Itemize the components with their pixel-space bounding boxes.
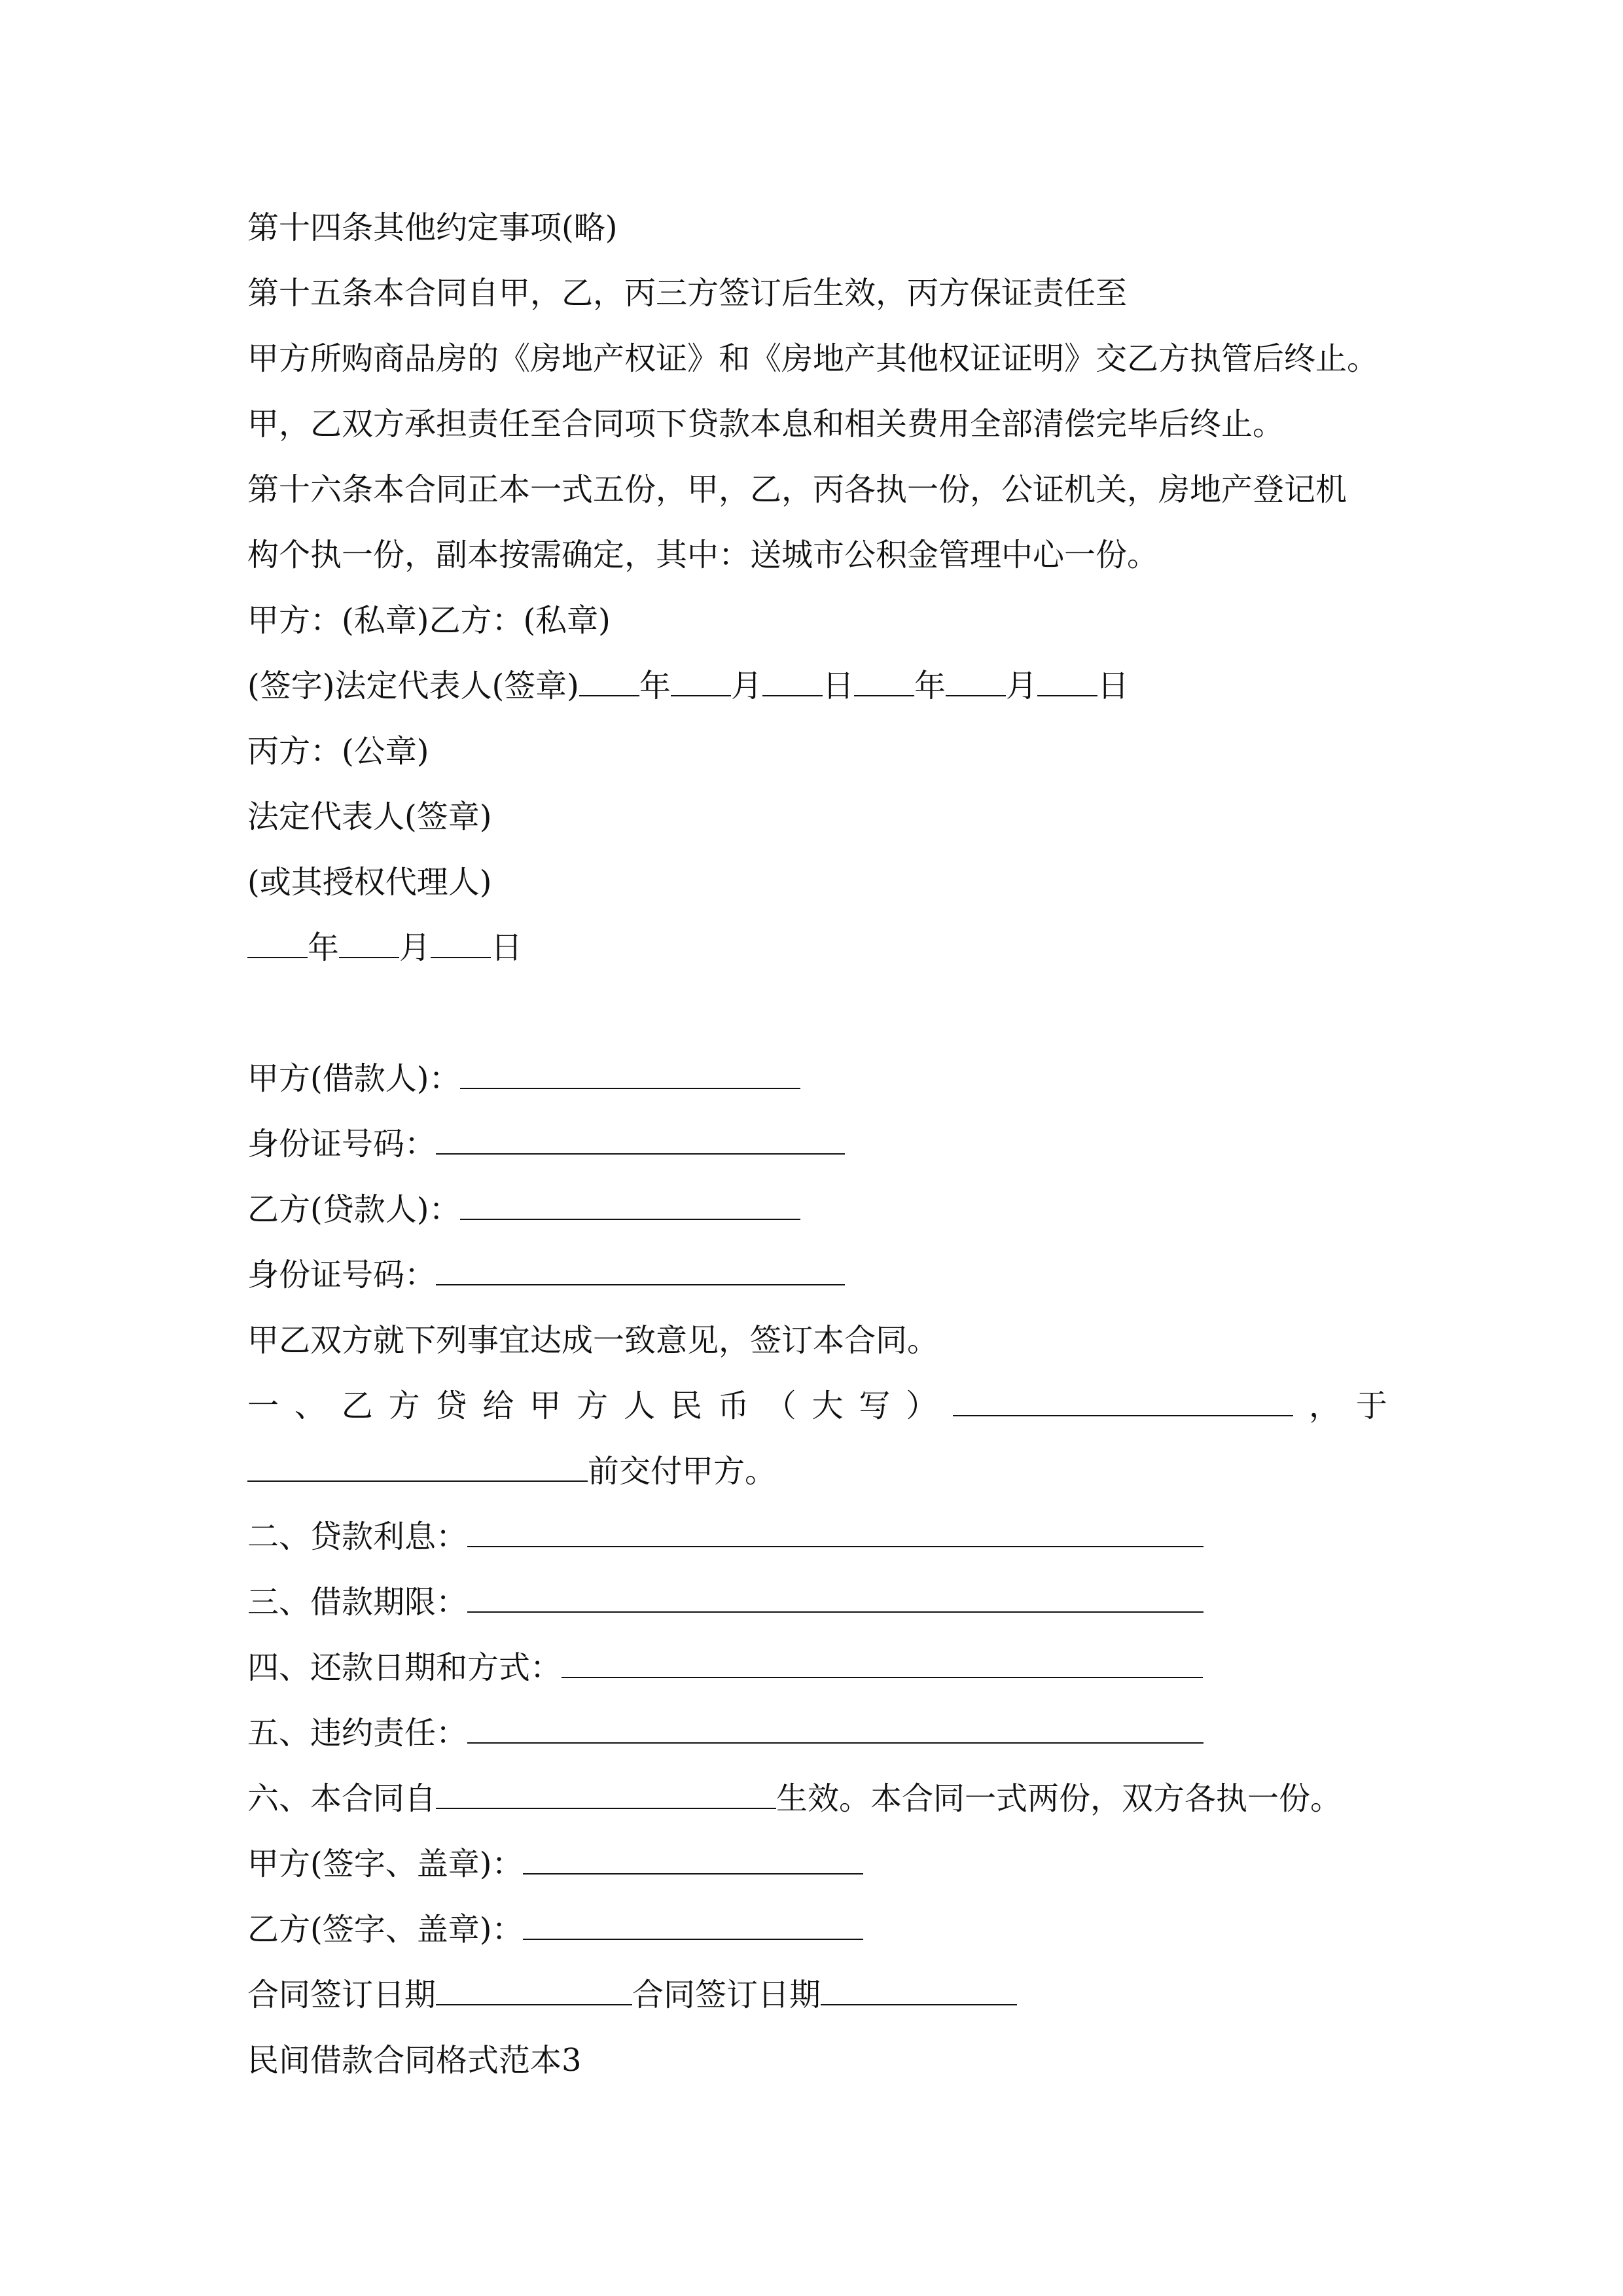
lender-blank[interactable] bbox=[460, 1190, 800, 1220]
borrower-blank[interactable] bbox=[460, 1059, 800, 1089]
lender-label: 乙方(贷款人)： bbox=[247, 1191, 461, 1228]
interest-blank[interactable] bbox=[467, 1517, 1204, 1547]
item-1-char: 币 bbox=[717, 1388, 749, 1424]
clause-15-line-3: 甲，乙双方承担责任至合同项下贷款本息和相关费用全部清偿完毕后终止。 bbox=[247, 406, 1285, 442]
sign-b-line bbox=[247, 1910, 863, 1949]
borrower-id-line bbox=[247, 1124, 845, 1164]
lender-id-line bbox=[247, 1255, 845, 1295]
item-1-line bbox=[247, 1386, 1387, 1426]
signature-agent: (或其授权代理人) bbox=[247, 864, 492, 901]
item-1-char: 甲 bbox=[529, 1388, 562, 1424]
item-1-continuation bbox=[247, 1452, 776, 1491]
item-5-label: 五、违约责任： bbox=[247, 1715, 468, 1751]
sign-date-blank-2[interactable] bbox=[821, 1975, 1017, 2005]
repayment-blank[interactable] bbox=[562, 1648, 1203, 1678]
sign-a-blank[interactable] bbox=[523, 1844, 863, 1874]
month-blank-2[interactable] bbox=[946, 666, 1006, 696]
next-section-title: 民间借款合同格式范本3 bbox=[247, 2042, 582, 2079]
clause-15-line-1: 第十五条本合同自甲，乙，丙三方签订后生效，丙方保证责任至 bbox=[247, 275, 1128, 312]
delivery-date-blank[interactable] bbox=[247, 1452, 588, 1482]
clause-16-line-2: 构个执一份，副本按需确定，其中：送城市公积金管理中心一份。 bbox=[247, 537, 1159, 573]
item-1-char: 乙 bbox=[341, 1388, 373, 1424]
day-label-1: 日 bbox=[822, 668, 854, 704]
item-5-line bbox=[247, 1713, 1204, 1753]
item-3-label: 三、借款期限： bbox=[247, 1584, 468, 1621]
day-label-2: 日 bbox=[1097, 668, 1130, 704]
signature-party-c: 丙方：(公章) bbox=[247, 733, 429, 770]
item-1-char: 、 bbox=[294, 1388, 326, 1424]
lender-id-blank[interactable] bbox=[436, 1255, 845, 1285]
sign-date-line bbox=[247, 1975, 1017, 2015]
signature-legal-rep: 法定代表人(签章) bbox=[247, 798, 492, 835]
item-1-char: 民 bbox=[670, 1388, 702, 1424]
agreement-statement: 甲乙双方就下列事宜达成一致意见，签订本合同。 bbox=[247, 1322, 939, 1359]
year-blank-3[interactable] bbox=[247, 928, 308, 958]
clause-16-line-1: 第十六条本合同正本一式五份，甲，乙，丙各执一份，公证机关，房地产登记机 bbox=[247, 471, 1347, 508]
month-label-1: 月 bbox=[730, 668, 762, 704]
liability-blank[interactable] bbox=[467, 1713, 1204, 1744]
day-label-3: 日 bbox=[491, 929, 523, 966]
sign-date-label-1: 合同签订日期 bbox=[247, 1977, 437, 2013]
clause-15-line-2: 甲方所购商品房的《房地产权证》和《房地产其他权证证明》交乙方执管后终止。 bbox=[247, 340, 1379, 377]
item-1-char: 方 bbox=[577, 1388, 609, 1424]
year-blank-2[interactable] bbox=[854, 666, 914, 696]
item-1-char: 大 bbox=[812, 1388, 844, 1424]
borrower-line bbox=[247, 1059, 800, 1098]
item-6-tail: 生效。本合同一式两份，双方各执一份。 bbox=[776, 1780, 1342, 1817]
item-1-char: 一 bbox=[247, 1388, 279, 1424]
item-6-line bbox=[247, 1779, 1342, 1818]
day-blank-1[interactable] bbox=[762, 666, 823, 696]
lender-line bbox=[247, 1190, 800, 1229]
item-4-line bbox=[247, 1648, 1203, 1687]
sign-legal-rep-label: (签字)法定代表人(签章) bbox=[247, 668, 579, 704]
item-1-tail: 前交付甲方。 bbox=[588, 1453, 777, 1490]
item-1-char: 给 bbox=[482, 1388, 514, 1424]
item-2-line bbox=[247, 1517, 1204, 1556]
loan-amount-blank[interactable] bbox=[953, 1386, 1293, 1416]
item-1-char: 方 bbox=[388, 1388, 420, 1424]
sign-b-label: 乙方(签字、盖章)： bbox=[247, 1911, 524, 1948]
month-label-3: 月 bbox=[399, 929, 431, 966]
day-blank-3[interactable] bbox=[431, 928, 491, 958]
term-blank[interactable] bbox=[467, 1583, 1204, 1613]
signature-party-ab: 甲方：(私章)乙方：(私章) bbox=[247, 602, 611, 639]
sign-a-label: 甲方(签字、盖章)： bbox=[247, 1846, 524, 1882]
item-3-line bbox=[247, 1583, 1204, 1622]
party-c-date-line bbox=[247, 928, 522, 967]
year-blank-1[interactable] bbox=[579, 666, 639, 696]
lender-id-label: 身份证号码： bbox=[247, 1257, 437, 1293]
month-blank-3[interactable] bbox=[339, 928, 399, 958]
item-1-char: ） bbox=[906, 1388, 938, 1424]
item-1-yu: 于 bbox=[1355, 1388, 1387, 1424]
item-1-char: 贷 bbox=[435, 1388, 467, 1424]
sign-b-blank[interactable] bbox=[523, 1910, 863, 1940]
month-label-2: 月 bbox=[1005, 668, 1037, 704]
month-blank-1[interactable] bbox=[671, 666, 731, 696]
item-6-head: 六、本合同自 bbox=[247, 1780, 437, 1817]
year-label-3: 年 bbox=[308, 929, 340, 966]
sign-date-label-2: 合同签订日期 bbox=[632, 1977, 821, 2013]
item-2-label: 二、贷款利息： bbox=[247, 1518, 468, 1555]
borrower-id-blank[interactable] bbox=[436, 1124, 845, 1155]
item-1-char: 人 bbox=[624, 1388, 656, 1424]
borrower-label: 甲方(借款人)： bbox=[247, 1060, 461, 1097]
item-4-label: 四、还款日期和方式： bbox=[247, 1649, 562, 1686]
item-1-comma: ， bbox=[1308, 1388, 1340, 1424]
item-1-char: （ bbox=[764, 1388, 796, 1424]
signature-date-line bbox=[247, 666, 1129, 706]
sign-date-blank-1[interactable] bbox=[436, 1975, 632, 2005]
day-blank-2[interactable] bbox=[1037, 666, 1097, 696]
borrower-id-label: 身份证号码： bbox=[247, 1126, 437, 1162]
year-label-2: 年 bbox=[914, 668, 946, 704]
year-label-1: 年 bbox=[639, 668, 671, 704]
clause-14: 第十四条其他约定事项(略) bbox=[247, 209, 618, 246]
effective-date-blank[interactable] bbox=[436, 1779, 776, 1809]
sign-a-line bbox=[247, 1844, 863, 1884]
item-1-char: 写 bbox=[859, 1388, 891, 1424]
